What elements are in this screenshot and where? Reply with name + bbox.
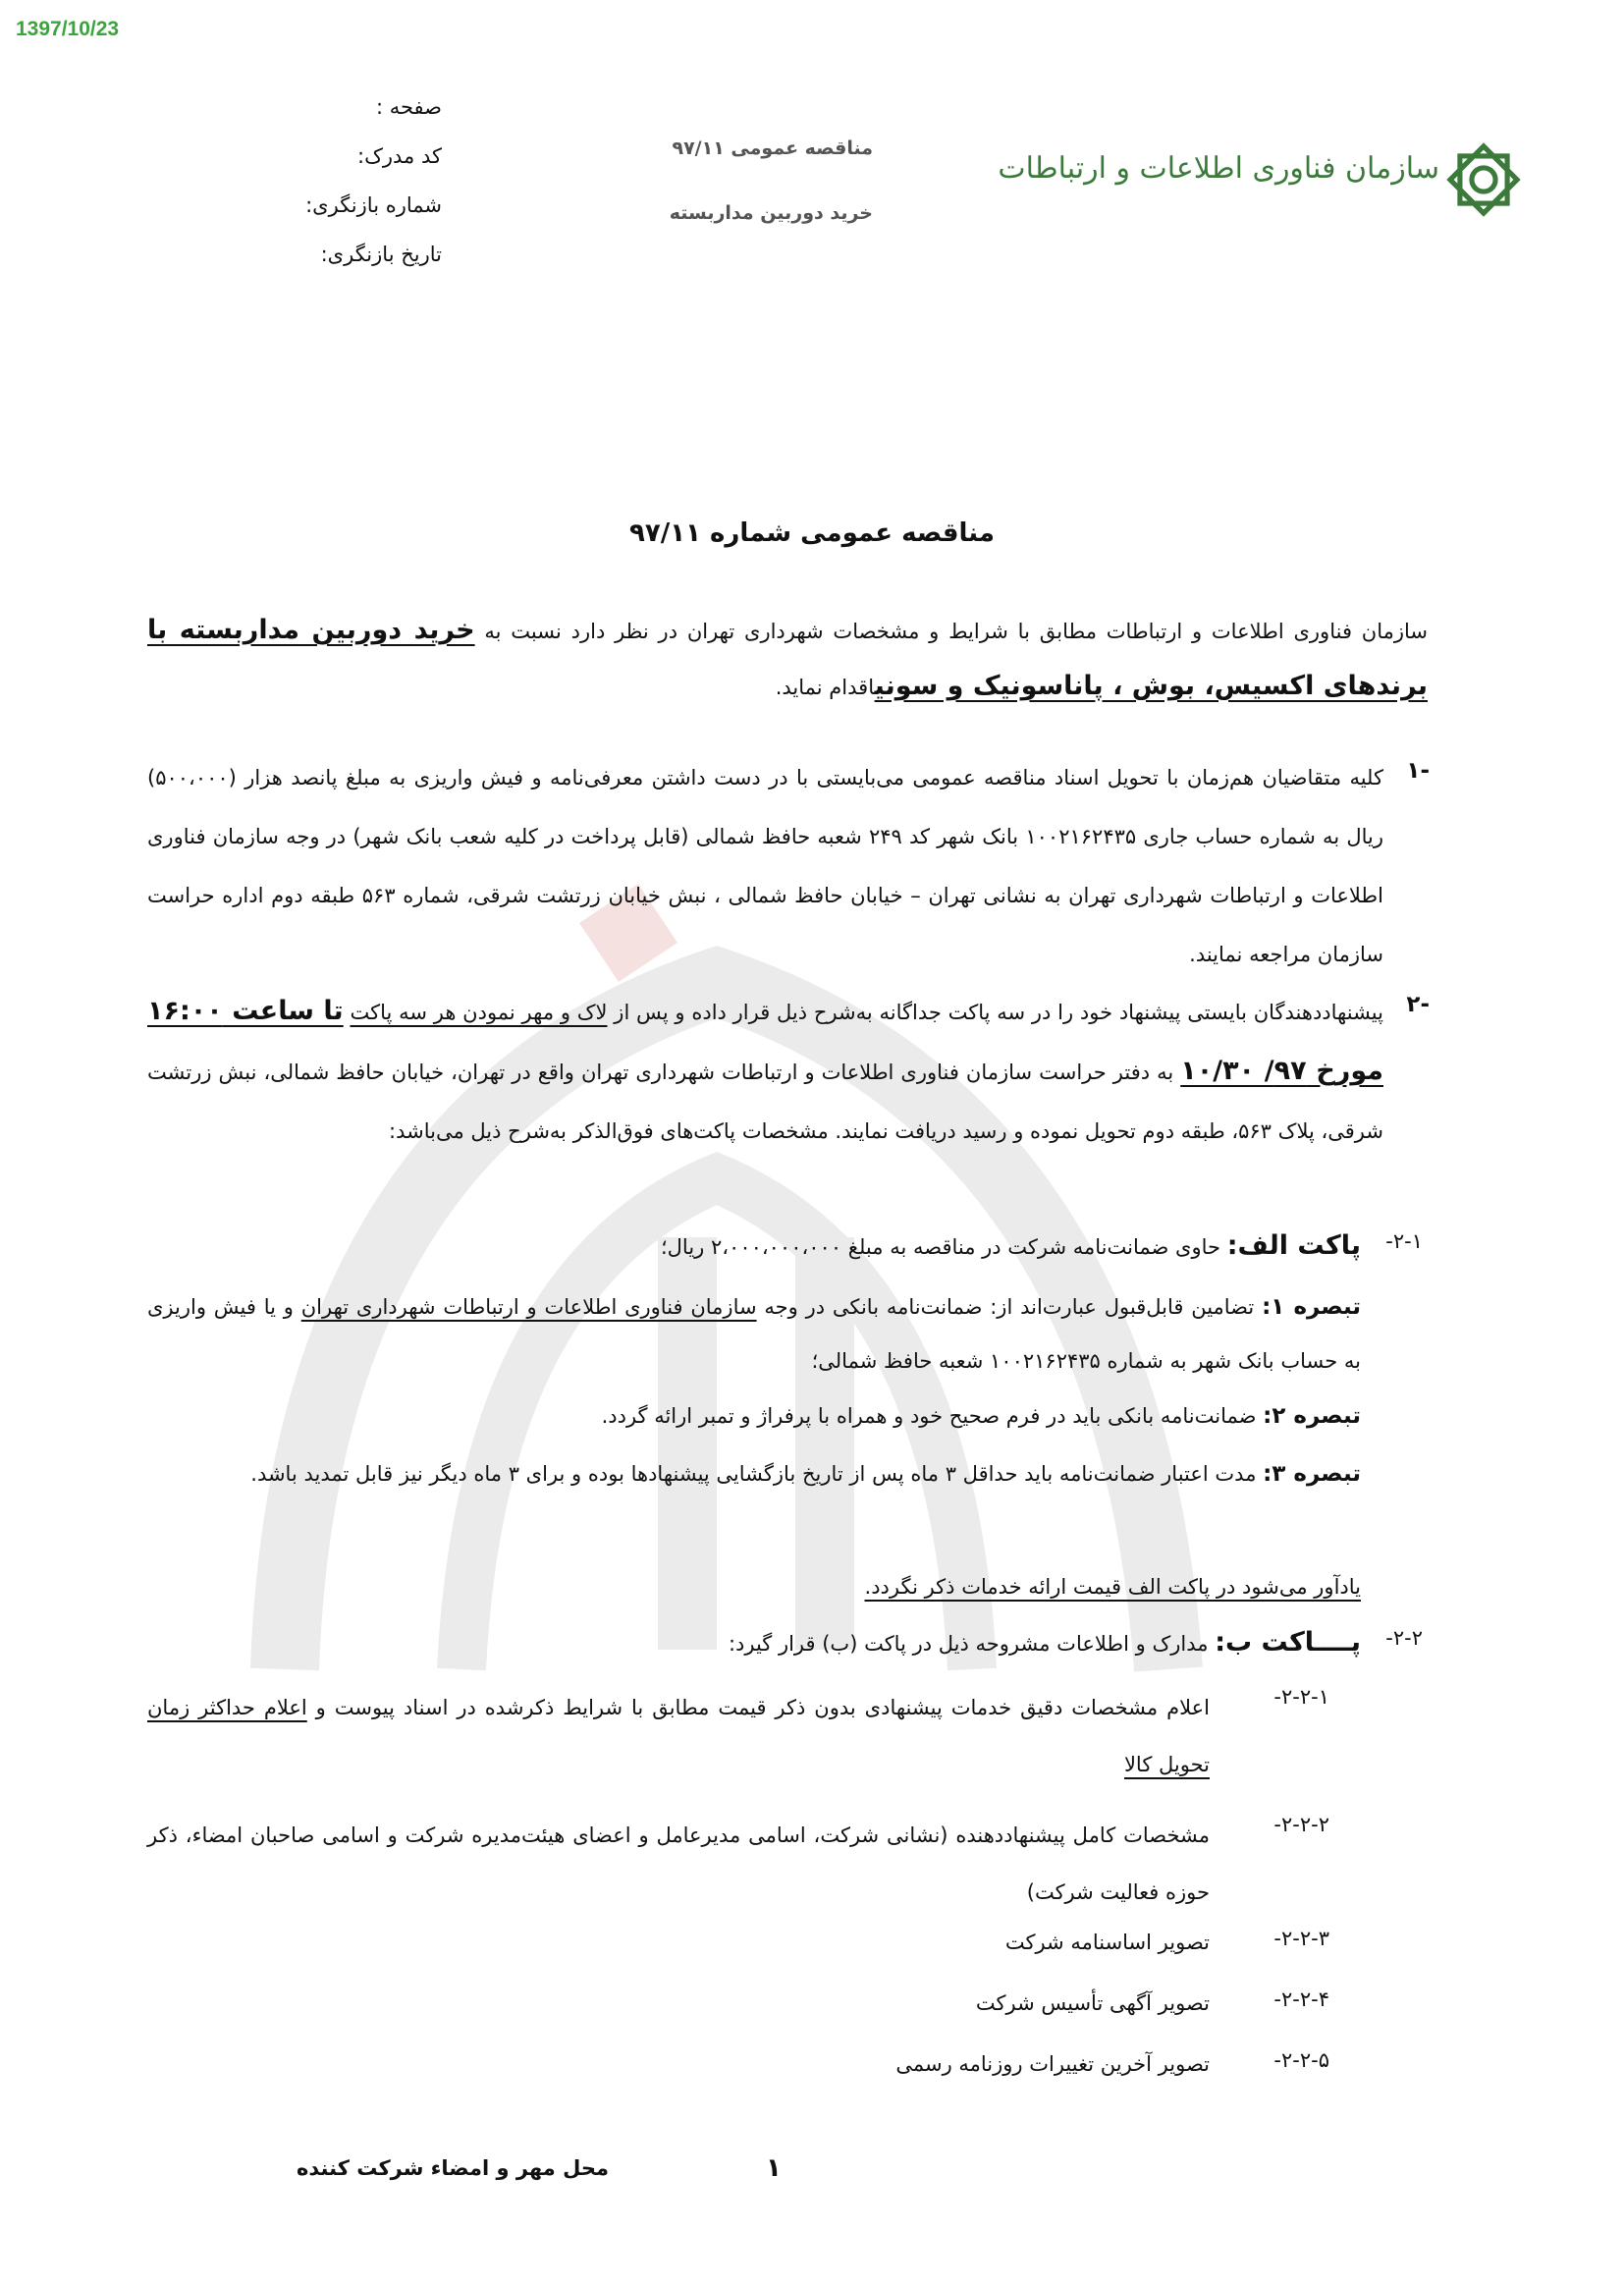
note-3-label: تبصره ۳:	[1263, 1461, 1361, 1487]
item-1-number: ۱-	[1406, 758, 1430, 784]
reminder-text: یادآور می‌شود در پاکت الف قیمت ارائه خدمات ذکر نگردد.	[864, 1575, 1361, 1599]
meta-revision-no: شماره بازنگری:	[305, 193, 442, 217]
sub-2-2-1-text	[147, 1679, 1210, 1793]
item-1-text: کلیه متقاضیان هم‌زمان با تحویل اسناد مناقصه عمومی می‌بایستی با در دست داشتن معرفی‌نامه و فیش واریزی به مبلغ پانصد هزار (۵۰۰،۰۰۰) ریال به شماره حساب جاری ۱۰۰۲۱۶۲۴۳۵ بانک شهر کد ۲۴۹ شعبه حافظ شمالی (قابل پرداخت در کلیه شعب بانک شهر) در وجه سازمان فناوری اطلاعات و ارتباطات شهرداری تهران به نشانی تهران – خیابان حافظ شمالی ، نبش خیابان زرتشت شرقی، شماره ۵۶۳ طبقه دوم اداره حراست سازمان مراجعه نمایند.	[147, 766, 1383, 966]
note-1-text-c: و یا فیش واریزی به حساب بانک شهر به شماره ۱۰۰۲۱۶۲۴۳۵ شعبه حافظ شمالی؛	[147, 1295, 1361, 1373]
packet-a-label: پاکت الف:	[1226, 1230, 1361, 1261]
intro-highlight: خرید دوربین مداربسته با برندهای اکسیس، بوش ، پاناسونیک و سونی	[147, 615, 1428, 701]
meta-page: صفحه :	[375, 95, 442, 119]
item-2-deadline: تا ساعت ۱۶:۰۰ مورخ ۹۷/ ۱۰/۳۰	[147, 996, 1383, 1086]
note-2	[147, 1394, 1361, 1439]
sub-2-2-2-text: مشخصات کامل پیشنهاددهنده (نشانی شرکت، اسامی مدیرعامل و اعضای هیئت‌مدیره شرکت و اسامی صاحبان امضاء، ذکر حوزه فعالیت شرکت)	[147, 1823, 1210, 1904]
item-2-2-line	[147, 1620, 1361, 1666]
org-logo	[998, 137, 1526, 236]
item-2-1-line	[147, 1224, 1361, 1270]
header-tender-subject: خرید دوربین مداربسته	[669, 202, 873, 224]
note-2-text: ضمانت‌نامه بانکی باید در فرم صحیح خود و همراه با پرفراژ و تمبر ارائه گردد.	[601, 1404, 1257, 1428]
note-2-label: تبصره ۲:	[1263, 1403, 1361, 1429]
intro-tail: اقدام نماید.	[775, 676, 875, 699]
meta-doc-code: کد مدرک:	[357, 144, 442, 168]
item-2-1-number: ۲-۱-	[1385, 1229, 1423, 1253]
signature-label: محل مهر و امضاء شرکت کننده	[297, 2156, 609, 2180]
page-number: ۱	[766, 2153, 782, 2183]
intro-text: سازمان فناوری اطلاعات و ارتباطات مطابق با شرایط و مشخصات شهرداری تهران در نظر دارد نسبت به	[484, 620, 1428, 643]
item-2-text-c: به دفتر حراست سازمان فناوری اطلاعات و ارتباطات شهرداری تهران واقع در تهران، خیابان حافظ شمالی، نبش زرتشت شرقی، پلاک ۵۶۳، طبقه دوم تحویل نموده و رسید دریافت نمایند. مشخصات پاکت‌های فوق‌الذکر به‌شرح ذیل می‌باشد:	[147, 1061, 1383, 1143]
intro-paragraph	[147, 603, 1428, 715]
packet-a-reminder	[865, 1565, 1361, 1609]
sub-2-2-1-text-b: اعلام حداکثر زمان تحویل کالا	[147, 1696, 1210, 1776]
packet-b-label: پــــاکت ب:	[1215, 1627, 1361, 1658]
note-3-text: مدت اعتبار ضمانت‌نامه باید حداقل ۳ ماه پس از تاریخ بازگشایی پیشنهادها بوده و برای ۳ ماه دیگر نیز قابل تمدید باشد.	[250, 1462, 1257, 1486]
sub-2-2-1-text-a: اعلام مشخصات دقیق خدمات پیشنهادی بدون ذکر قیمت مطابق با شرایط ذکرشده در اسناد پیوست و	[315, 1696, 1210, 1719]
page-title: مناقصه عمومی شماره ۹۷/۱۱	[629, 518, 995, 548]
sub-2-2-1-number: ۲-۲-۱-	[1273, 1685, 1329, 1709]
sub-2-2-5-text: تصویر آخرین تغییرات روزنامه رسمی	[895, 2052, 1210, 2076]
item-2-text-a: پیشنهاددهندگان بایستی پیشنهاد خود را در سه پاکت جداگانه به‌شرح ذیل قرار داده و پس از	[614, 1001, 1383, 1024]
note-1-org: سازمان فناوری اطلاعات و ارتباطات شهرداری تهران	[300, 1295, 757, 1319]
note-1-label: تبصره ۱:	[1262, 1294, 1362, 1320]
meta-block	[305, 82, 442, 279]
org-star-emblem-icon	[1441, 137, 1526, 222]
sub-2-2-4-text: تصویر آگهی تأسیس شرکت	[975, 1991, 1210, 2015]
item-2-number: ۲-	[1406, 992, 1430, 1017]
org-logo-text: سازمان فناوری اطلاعات و ارتباطات	[998, 151, 1439, 186]
packet-b-text: مدارک و اطلاعات مشروحه ذیل در پاکت (ب) قرار گیرد:	[728, 1632, 1209, 1656]
note-1	[147, 1280, 1361, 1388]
note-1-text-a: تضامین قابل‌قبول عبارت‌اند از: ضمانت‌نامه بانکی در وجه	[764, 1295, 1255, 1319]
sub-2-2-3-text: تصویر اساسنامه شرکت	[1004, 1931, 1210, 1954]
sub-2-2-2-number: ۲-۲-۲-	[1273, 1813, 1329, 1836]
note-3	[147, 1447, 1361, 1500]
meta-revision-date: تاریخ بازنگری:	[320, 243, 442, 266]
sub-2-2-5-number: ۲-۲-۵-	[1273, 2048, 1329, 2072]
header-tender-label: مناقصه عمومی ۹۷/۱۱	[672, 137, 873, 159]
sub-2-2-3-number: ۲-۲-۳-	[1273, 1927, 1329, 1950]
item-2-2-number: ۲-۲-	[1385, 1626, 1423, 1650]
date-stamp: 1397/10/23	[16, 18, 120, 40]
packet-a-text: حاوی ضمانت‌نامه شرکت در مناقصه به مبلغ ۲،۰۰۰،۰۰۰،۰۰۰ ریال؛	[660, 1235, 1220, 1259]
item-2-text	[147, 982, 1383, 1161]
sub-2-2-4-number: ۲-۲-۴-	[1273, 1987, 1329, 2011]
item-2-seal-note: لاک و مهر نمودن هر سه پاکت	[350, 1001, 608, 1024]
